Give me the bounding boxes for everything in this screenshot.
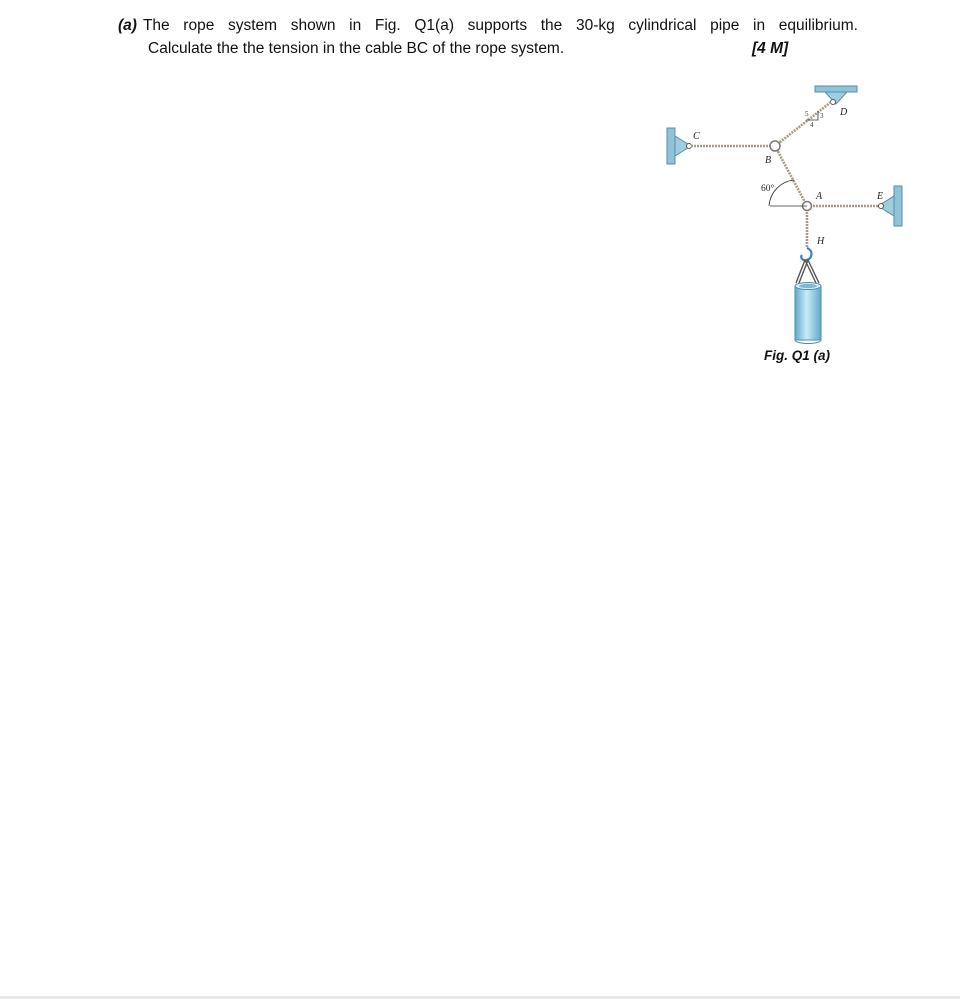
ring-b (770, 141, 780, 151)
label-h: H (817, 236, 825, 247)
question-block (118, 14, 858, 60)
label-c: C (693, 131, 700, 142)
question-line-1 (118, 14, 858, 37)
support-d (815, 86, 857, 105)
hook (801, 248, 811, 260)
rope-ba (775, 146, 807, 206)
label-d: D (840, 107, 848, 118)
ropes (691, 102, 879, 248)
support-c (667, 128, 692, 164)
label-e: E (877, 191, 884, 202)
label-b: B (765, 155, 772, 166)
cylindrical-pipe (795, 283, 821, 344)
slings (796, 260, 819, 283)
rope-bd (775, 102, 831, 146)
slope-run: 4 (810, 121, 814, 129)
question-label: (a) (118, 17, 137, 34)
label-a: A (816, 191, 823, 202)
angle-60 (761, 180, 807, 206)
question-text-2: Calculate the the tension in the cable BC of the rope system. (148, 40, 565, 57)
angle-label: 60° (761, 184, 775, 194)
question-text-1: The rope system shown in Fig. Q1(a) supports the 30-kg cylindrical pipe in equilibrium. (142, 17, 858, 34)
slope-hyp: 5 (805, 110, 809, 118)
question-line-2 (118, 37, 858, 60)
marks: [4 M] (752, 40, 789, 57)
rope-system-figure (665, 80, 910, 345)
slope-rise: 3 (820, 112, 824, 120)
figure-caption: Fig. Q1 (a) (764, 348, 831, 363)
